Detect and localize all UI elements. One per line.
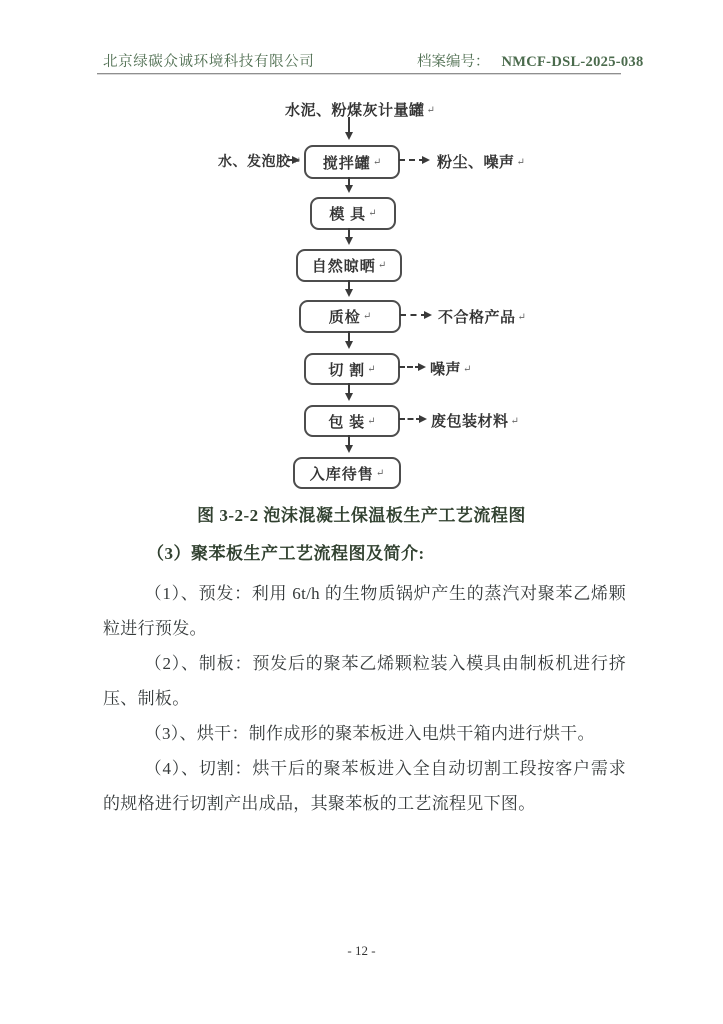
paragraph-4: （4）、切割：烘干后的聚苯板进入全自动切割工段按客户需求的规格进行切割产出成品，其聚苯板的工艺流程见下图。 (103, 759, 626, 813)
left-input-label: 水、发泡胶 ↵ (218, 155, 301, 170)
paragraph-mark: ↵ (367, 415, 376, 427)
down-arrow-7 (348, 435, 350, 449)
down-arrow-4 (348, 280, 350, 293)
flow-box-quality-inspection: 质检 ↵ (299, 300, 401, 333)
paragraph-mark: ↵ (510, 416, 519, 427)
emission-label-waste-packaging: 废包装材料 ↵ (431, 414, 519, 430)
emission-label-dust-noise: 粉尘、噪声 ↵ (437, 155, 525, 171)
paragraph-mark: ↵ (367, 363, 376, 375)
down-arrow-3 (348, 228, 350, 241)
paragraph-mark: ↵ (362, 311, 372, 322)
company-name: 北京绿碳众诚环境科技有限公司 (103, 54, 315, 70)
section-body (103, 576, 626, 821)
dashed-arrow-waste-packaging (399, 418, 422, 420)
dashed-arrow-noise (399, 366, 421, 368)
paragraph-mark: ↵ (372, 156, 382, 168)
paragraph-mark: ↵ (377, 260, 387, 271)
process-flowchart (0, 0, 723, 500)
paragraph-mark: ↵ (516, 157, 525, 168)
down-arrow-6 (348, 383, 350, 397)
paragraph-mark: ↵ (517, 312, 526, 323)
paragraph-mark: ↵ (426, 105, 435, 116)
down-arrow-2 (348, 177, 350, 189)
page-number: - 12 - (347, 943, 376, 958)
paragraph-mark: ↵ (368, 208, 377, 219)
flow-box-mixing-tank: 搅拌罐 ↵ (304, 145, 400, 179)
dashed-arrow-rejects (400, 314, 427, 316)
emission-label-noise: 噪声 ↵ (430, 362, 472, 378)
archive-number: NMCF-DSL-2025-038 (501, 54, 644, 70)
paragraph-2: （2）、制板：预发后的聚苯乙烯颗粒装入模具由制板机进行挤压、制板。 (103, 654, 626, 708)
flow-box-cutting: 切 割 ↵ (304, 353, 400, 385)
flow-box-packaging: 包 装 ↵ (304, 405, 400, 437)
flow-box-natural-drying: 自然晾晒 ↵ (296, 249, 402, 282)
down-arrow-1 (348, 117, 350, 136)
down-arrow-5 (348, 331, 350, 345)
dashed-arrow-dust-noise (399, 159, 425, 161)
paragraph-mark: ↵ (463, 364, 472, 375)
paragraph-3: （3）、烘干：制作成形的聚苯板进入电烘干箱内进行烘干。 (144, 724, 595, 743)
archive-label: 档案编号： (417, 54, 490, 70)
flow-box-mold: 模 具 ↵ (310, 197, 396, 230)
paragraph-mark: ↵ (375, 467, 385, 479)
paragraph-1: （1）、预发：利用 6t/h 的生物质锅炉产生的蒸汽对聚苯乙烯颗粒进行预发。 (103, 584, 626, 638)
figure-caption: 图 3-2-2 泡沫混凝土保温板生产工艺流程图 (197, 506, 526, 525)
paragraph-mark: ↵ (292, 156, 301, 167)
emission-label-rejects: 不合格产品 ↵ (438, 310, 526, 326)
top-input-label: 水泥、粉煤灰计量罐 ↵ (285, 103, 435, 119)
input-arrow (287, 159, 296, 161)
section-heading: （3）聚苯板生产工艺流程图及简介: (147, 544, 425, 563)
flow-box-warehouse: 入库待售 ↵ (293, 457, 401, 489)
